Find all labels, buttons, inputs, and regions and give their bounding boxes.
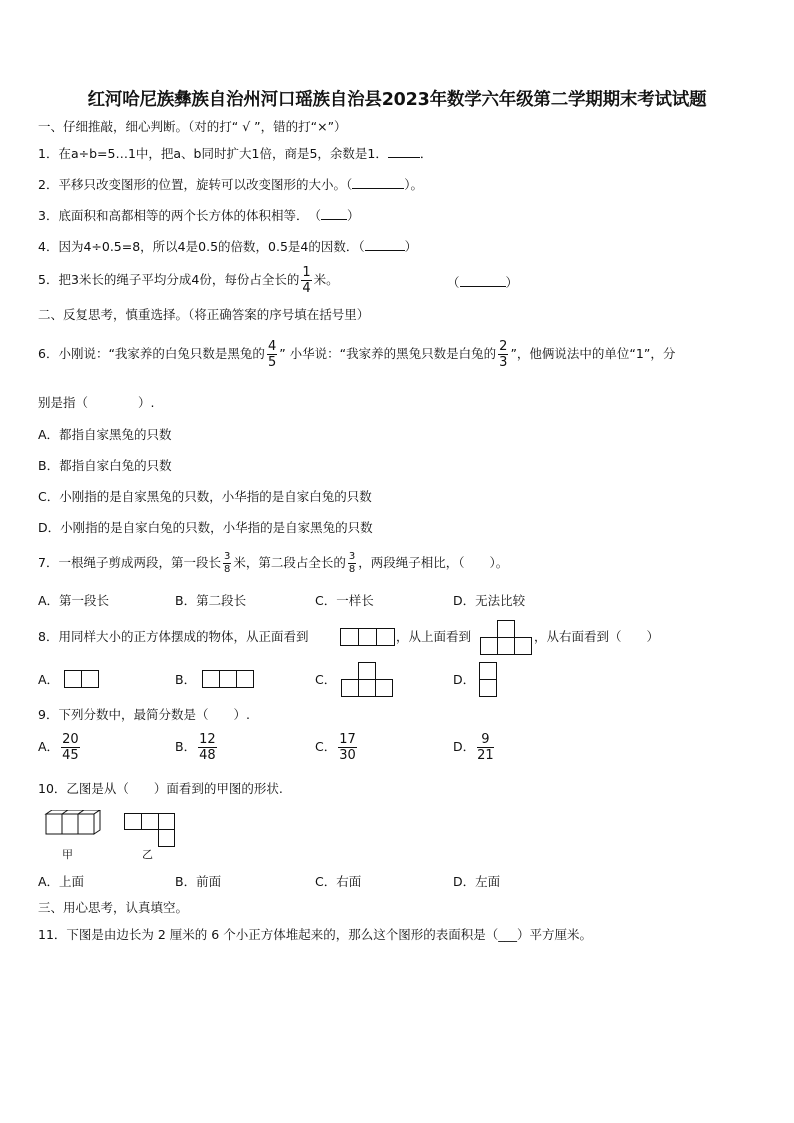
option-b-figure [202, 670, 254, 688]
question-6: 6．小刚说：“我家养的白兔只数是黑兔的 $\frac{4}{5}$ ” 小华说：“我家养的黑兔只数是白兔的 $\frac{2}{3}$ ”，他俩说法中的单位“1”，分 [38, 339, 676, 370]
option-a[interactable]: A．上面 [38, 874, 85, 889]
page-title: 红河哈尼族彝族自治州河口瑶族自治县2023年数学六年级第二学期期末考试试题 [87, 90, 707, 110]
option-d[interactable]: D． $\frac{9}{21}$ [453, 732, 494, 763]
question-10: 10．乙图是从（ ）面看到的甲图的形状. [38, 781, 283, 796]
fraction: $\frac{3}{8}$ [348, 551, 356, 575]
option-b[interactable]: B．都指自家白兔的只数 [38, 458, 172, 473]
option-d[interactable]: D．小刚指的是自家白兔的只数，小华指的是自家黑兔的只数 [38, 520, 373, 535]
question-3: 3．底面积和高都相等的两个长方体的体积相等． （ ） [38, 208, 360, 223]
option-c[interactable]: C． $\frac{17}{30}$ [315, 732, 356, 763]
figure-yi-label: 乙 [142, 848, 153, 861]
question-7: 7．一根绳子剪成两段，第一段长 $\frac{3}{8}$ 米，第二段占全长的 $\frac{3}{8}$ ，两段绳子相比，（ ）。 [38, 551, 509, 575]
option-d[interactable]: D．左面 [453, 874, 501, 889]
fraction: $\frac{17}{30}$ [339, 732, 356, 763]
option-a[interactable]: A．第一段长 [38, 593, 110, 608]
front-view-figure [340, 628, 395, 646]
option-a[interactable]: A． [38, 672, 60, 687]
figure-jia-cubes [40, 810, 104, 840]
option-b[interactable]: B．第二段长 [175, 593, 247, 608]
question-11: 11．下图是由边长为 2 厘米的 6 个小正方体堆起来的，那么这个图形的表面积是（___）平方厘米。 [38, 927, 592, 942]
fraction: $\frac{4}{5}$ [267, 339, 277, 370]
option-c-figure [341, 662, 393, 697]
option-d-figure [479, 662, 497, 697]
option-b[interactable]: B． $\frac{12}{48}$ [175, 732, 216, 763]
option-c[interactable]: C．右面 [315, 874, 362, 889]
option-b[interactable]: B． [175, 672, 197, 687]
answer-blank[interactable] [460, 286, 506, 287]
option-b[interactable]: B．前面 [175, 874, 222, 889]
fraction: $\frac{2}{3}$ [499, 339, 508, 370]
figure-jia-label: 甲 [62, 848, 73, 861]
section-1-heading: 一、仔细推敲，细心判断。（对的打“ √ ”，错的打“×”） [38, 119, 347, 134]
section-2-heading: 二、反复思考，慎重选择。（将正确答案的序号填在括号里） [38, 307, 370, 322]
fraction: $\frac{12}{48}$ [199, 732, 216, 763]
option-c[interactable]: C．一样长 [315, 593, 374, 608]
section-3-heading: 三、用心思考，认真填空。 [38, 900, 189, 915]
option-a[interactable]: A． $\frac{20}{45}$ [38, 732, 79, 763]
answer-blank[interactable] [365, 250, 405, 251]
option-d[interactable]: D．无法比较 [453, 593, 526, 608]
question-5-answer: （ ） [447, 275, 519, 290]
answer-blank[interactable] [352, 188, 404, 189]
option-d[interactable]: D． [453, 672, 476, 687]
fraction: $\frac{3}{8}$ [223, 551, 231, 575]
question-8-part-1: 8．用同样大小的正方体摆成的物体，从正面看到 [38, 629, 309, 644]
figure-yi-shape [124, 813, 175, 847]
answer-blank[interactable] [321, 219, 347, 220]
question-1: 1．在a÷b=5…1中，把a、b同时扩大1倍，商是5，余数是1． ． [38, 146, 433, 161]
option-a[interactable]: A．都指自家黑兔的只数 [38, 427, 172, 442]
question-4: 4．因为4÷0.5=8，所以4是0.5的倍数，0.5是4的因数．（ ） [38, 239, 418, 254]
answer-blank[interactable] [388, 157, 420, 158]
option-a-figure [64, 670, 99, 688]
fraction: $\frac{20}{45}$ [62, 732, 79, 763]
top-view-figure [480, 620, 532, 655]
fraction: $\frac{1}{4}$ [302, 265, 311, 296]
question-9: 9．下列分数中，最简分数是（ ）. [38, 707, 250, 722]
question-2: 2．平移只改变图形的位置，旋转可以改变图形的大小。（ ）。 [38, 177, 423, 192]
question-6-line-2: 别是指（ ）. [38, 395, 155, 410]
option-c[interactable]: C． [315, 672, 337, 687]
question-5: 5．把3米长的绳子平均分成4份，每份占全长的 $\frac{1}{4}$ 米。 [38, 265, 339, 296]
question-8-part-3: ，从右面看到（ ） [534, 629, 660, 644]
question-8-part-2: ，从上面看到 [396, 629, 472, 644]
option-c[interactable]: C．小刚指的是自家黑兔的只数，小华指的是自家白兔的只数 [38, 489, 372, 504]
fraction: $\frac{9}{21}$ [477, 732, 494, 763]
